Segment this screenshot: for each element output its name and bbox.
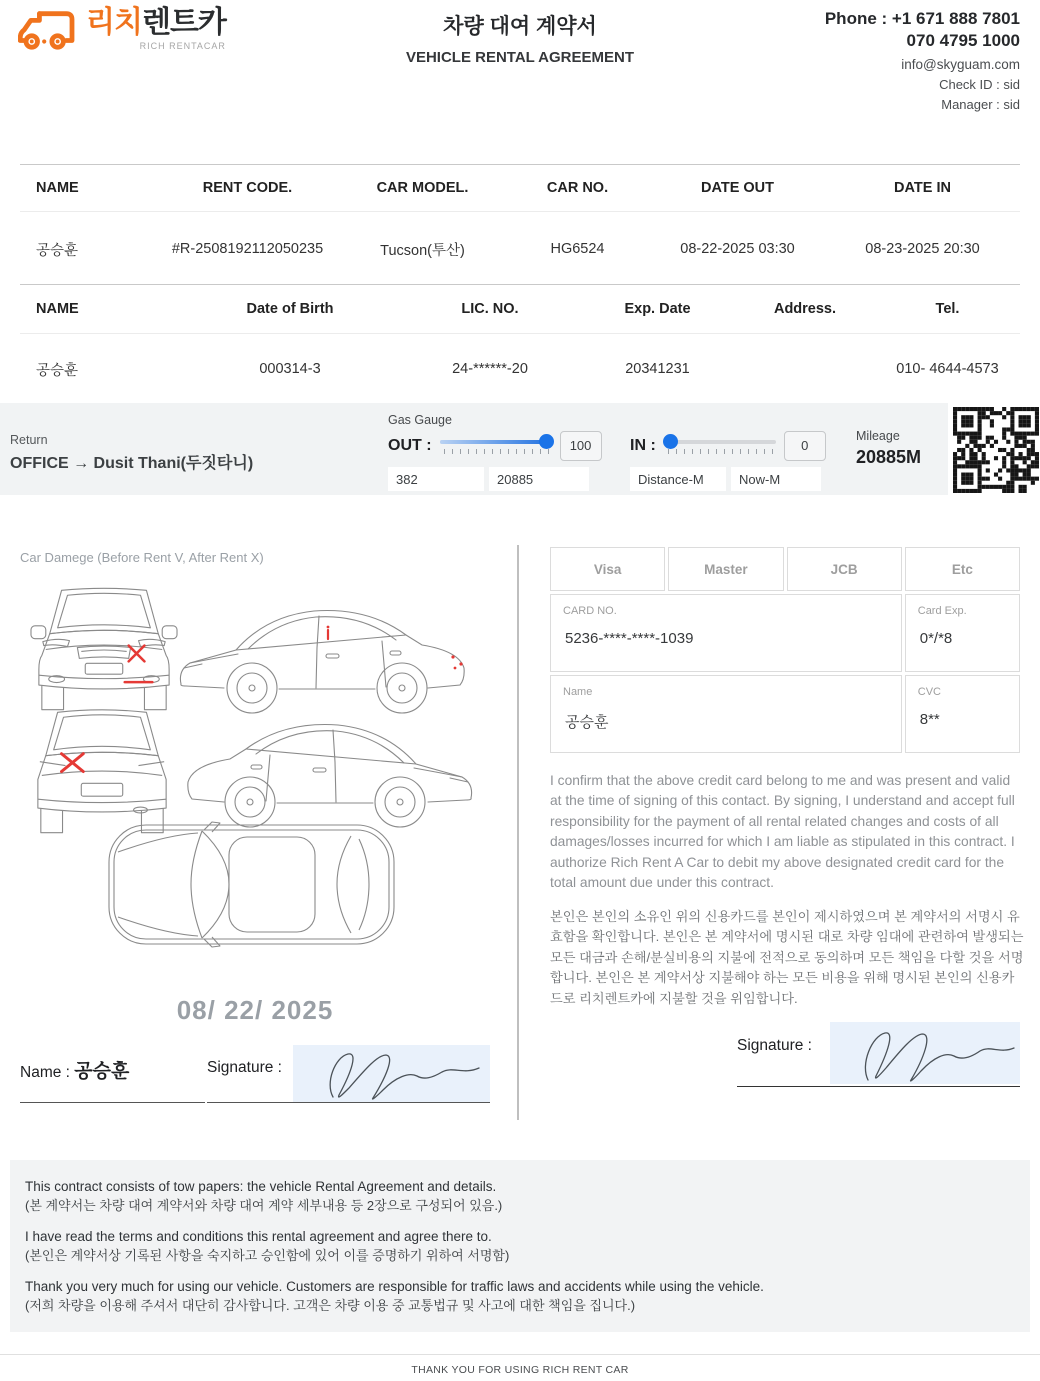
driver-tel: 010- 4644-4573 — [896, 361, 999, 377]
column-divider — [517, 545, 519, 1120]
card-type-visa[interactable]: Visa — [550, 547, 665, 591]
brand-en: RICH RENTACAR — [139, 41, 226, 51]
customer-name-row — [20, 1056, 129, 1083]
car-no: HG6524 — [550, 241, 605, 257]
return-route: OFFICE → Dusit Thani(두짓타니) — [10, 455, 254, 472]
car-top-view — [106, 820, 398, 950]
name-label: Name : — [20, 1064, 70, 1081]
rental-info-table — [20, 164, 1020, 286]
name-underline — [20, 1102, 205, 1103]
brand-kr-orange: 리치 — [86, 6, 142, 39]
card-name-label: Name — [563, 686, 593, 698]
footer-thanks: THANK YOU FOR USING RICH RENT CAR — [411, 1364, 629, 1376]
driver-col-dob: Date of Birth — [246, 301, 334, 317]
card-type-master[interactable]: Master — [668, 547, 783, 591]
note-line: (저희 차량을 이용해 주셔서 대단히 감사합니다. 고객은 차량 이용 중 교통법규 및 사고에 대한 책임을 집니다.) — [25, 1298, 636, 1313]
signature-underline-left — [207, 1102, 490, 1103]
rent-code: #R-2508192112050235 — [171, 241, 324, 257]
gas-out-slider-thumb[interactable] — [539, 434, 554, 449]
note-line: (본인은 계약서상 기록된 사항을 숙지하고 승인함에 있어 이를 증명하기 위하여 서명함) — [25, 1248, 510, 1263]
name-value: 공승훈 — [74, 1061, 130, 1082]
card-exp-cell — [905, 594, 1020, 672]
check-id: Check ID : sid — [939, 77, 1020, 92]
card-exp-value: 0*/*8 — [919, 630, 953, 647]
car-damage-label: Car Damege (Before Rent V, After Rent X) — [20, 550, 264, 565]
driver-row — [20, 334, 1020, 404]
phone-primary: Phone : +1 671 888 7801 — [824, 9, 1020, 28]
gas-in-slider-thumb[interactable] — [663, 434, 678, 449]
signature-area-left[interactable] — [293, 1045, 490, 1102]
brand-kr-black: 렌트카 — [141, 6, 226, 39]
signature-label-right: Signature : — [737, 1037, 812, 1054]
card-confirmation-en: I confirm that the above credit card belong to me and was present and valid at the time of signing of this contact. By signing, I understand and accept full responsibility for the payment of all rental related changes and costs of all damages/losses incurred for which I am liable as stipulated in this contract. I authorize Rich Rent A Car to debit my above designated credit card for the total amount due under this contract. — [550, 773, 1015, 891]
renter-name: 공승훈 — [36, 242, 79, 259]
driver-info-table — [20, 284, 1020, 404]
damage-mark-side1 — [327, 626, 463, 670]
gas-gauge-label: Gas Gauge — [388, 413, 452, 427]
card-cvc-value: 8** — [919, 711, 940, 728]
driver-col-lic-no: LIC. NO. — [461, 301, 519, 317]
qr-code — [951, 404, 1040, 496]
rental-col-date-in: DATE IN — [894, 180, 951, 196]
note-line: Thank you very much for using our vehicle. Customers are responsible for traffic laws and accidents while using the vehicle. — [25, 1279, 764, 1294]
car-front-view — [30, 584, 178, 716]
in-now-input[interactable] — [731, 467, 821, 491]
return-gas-band — [0, 403, 948, 495]
page-subtitle: VEHICLE RENTAL AGREEMENT — [405, 49, 635, 66]
date-out: 08-22-2025 03:30 — [680, 241, 795, 257]
rental-col-rent-code: RENT CODE. — [202, 180, 293, 196]
card-no-value: 5236-****-****-1039 — [565, 630, 694, 647]
note-line: This contract consists of tow papers: the vehicle Rental Agreement and details. — [25, 1179, 497, 1194]
card-exp-label: Card Exp. — [917, 605, 967, 617]
mileage-value: 20885M — [856, 447, 922, 467]
mileage-label: Mileage — [856, 429, 900, 443]
page-title: 차량 대여 계약서 — [443, 15, 597, 38]
phone-secondary: 070 4795 1000 — [906, 31, 1020, 50]
card-confirmation-kr: 본인은 본인의 소유인 위의 신용카드를 본인이 제시하였으며 본 계약서의 서명시 유효함을 확인합니다. 본인은 본 계약서에 명시된 대로 차량 임대에 관련하여 발생되는 모든 대금과 손해/분실비용의 지불에 전적으로 동의하며 모든 책임을 다할 것을 서명합니다. 본인은 본 계약서상 지불해야 하는 모든 비용을 위해 명시된 본인의 신용카드로 리치렌트카에 지불할 것을 위임합니다. — [550, 909, 1024, 1006]
gas-in-label: IN : — [630, 437, 656, 454]
card-type-jcb[interactable]: JCB — [787, 547, 902, 591]
manager: Manager : sid — [941, 97, 1020, 112]
signature-underline-right — [737, 1086, 1020, 1087]
card-name-value: 공승훈 — [565, 714, 609, 731]
driver-col-exp-date: Exp. Date — [624, 301, 691, 317]
card-cvc-label: CVC — [917, 686, 941, 698]
rental-col-car-no: CAR NO. — [546, 180, 609, 196]
card-no-cell — [550, 594, 902, 672]
rental-col-date-out: DATE OUT — [700, 180, 775, 196]
gas-out-label: OUT : — [388, 437, 432, 454]
signature-left — [293, 1045, 490, 1102]
gas-in-value[interactable]: 0 — [784, 431, 826, 461]
note-line: (본 계약서는 차량 대여 계약서와 차량 대여 계약 세부내용 등 2장으로 구성되어 있음.) — [25, 1198, 503, 1213]
driver-exp-date: 20341231 — [625, 361, 690, 377]
gas-in-slider[interactable] — [664, 436, 776, 456]
driver-lic-no: 24-******-20 — [452, 361, 528, 377]
rental-col-car-model: CAR MODEL. — [376, 180, 469, 196]
car-model: Tucson(투산) — [380, 242, 465, 259]
driver-col-name: NAME — [36, 301, 79, 317]
contact-info — [825, 8, 1020, 112]
email: info@skyguam.com — [901, 57, 1020, 72]
signature-area-right[interactable] — [830, 1022, 1020, 1084]
driver-col-address: Address. — [773, 301, 837, 317]
date-in: 08-23-2025 20:30 — [865, 241, 980, 257]
damage-mark-rear — [62, 754, 84, 772]
rental-row — [20, 212, 1020, 286]
credit-card-table — [550, 547, 1020, 753]
card-type-etc[interactable]: Etc — [905, 547, 1020, 591]
rental-col-name: NAME — [36, 180, 79, 196]
card-name-cell — [550, 675, 902, 753]
signature-right — [830, 1022, 1020, 1084]
agreement-date: 08/ 22/ 2025 — [176, 995, 334, 1025]
driver-col-tel: Tel. — [935, 301, 960, 317]
return-label: Return — [10, 433, 48, 447]
driver-name: 공승훈 — [36, 362, 79, 379]
signature-label-left: Signature : — [207, 1059, 282, 1076]
card-no-label: CARD NO. — [563, 605, 617, 617]
gas-out-slider[interactable] — [440, 436, 552, 456]
out-now-input[interactable] — [489, 467, 589, 491]
footer-divider — [0, 1354, 1040, 1355]
contract-notes — [10, 1160, 1030, 1332]
gas-out-value[interactable]: 100 — [560, 431, 602, 461]
driver-dob: 000314-3 — [259, 361, 321, 377]
note-line: I have read the terms and conditions this rental agreement and agree there to. — [25, 1229, 492, 1244]
out-distance-input[interactable] — [388, 467, 484, 491]
card-cvc-cell — [905, 675, 1020, 753]
in-distance-input[interactable] — [630, 467, 726, 491]
